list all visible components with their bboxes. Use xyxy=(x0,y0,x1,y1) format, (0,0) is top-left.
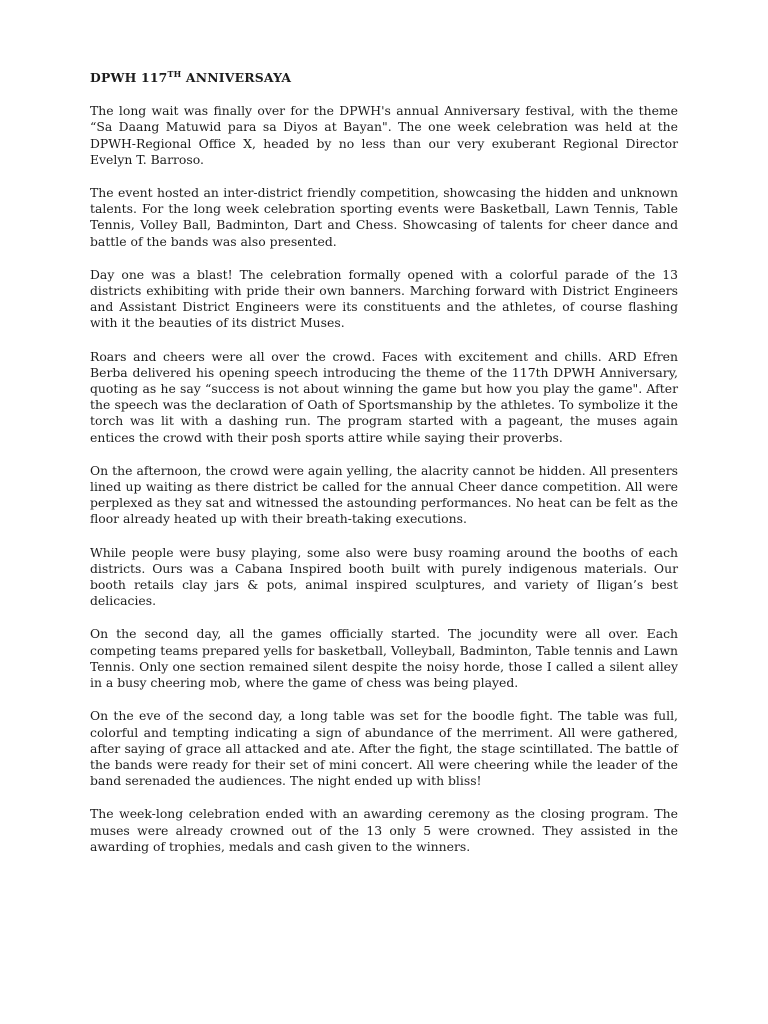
paragraph-1: The long wait was finally over for the DPWH's annual Anniversary festival, with the theme “Sa Daang Matuwid para sa Diyos at Bayan". The one week celebration was held at the DPWH-Regional Office X, headed by no less than our very exuberant Regional Director Evelyn T. Barroso. xyxy=(90,103,678,167)
title-rest: ANNIVERSAYA xyxy=(181,70,292,85)
paragraph-9: The week-long celebration ended with an awarding ceremony as the closing program. The muses were already crowned out of the 13 only 5 were crowned. They assisted in the awarding of trophies, medals and cash given to the winners. xyxy=(90,806,678,854)
paragraph-4: Roars and cheers were all over the crowd. Faces with excitement and chills. ARD Efren Berba delivered his opening speech introducing the theme of the 117th DPWH Anniversary, quoting as he say “success is not about winning the game but how you play the game". After the speech was the declaration of Oath of Sportsmanship by the athletes. To symbolize it the torch was lit with a dashing run. The program started with a pageant, the muses again entices the crowd with their posh sports attire while saying their proverbs. xyxy=(90,348,678,445)
title-main: DPWH 117 xyxy=(90,70,168,85)
paragraph-7: On the second day, all the games officially started. The jocundity were all over. Each competing teams prepared yells for basketball, Volleyball, Badminton, Table tennis and Lawn Tennis. Only one section remained silent despite the noisy horde, those I called a silent alley in a busy cheering mob, where the game of chess was being played. xyxy=(90,626,678,691)
paragraph-6: While people were busy playing, some also were busy roaming around the booths of each districts. Ours was a Cabana Inspired booth built with purely indigenous materials. Our booth retails clay jars & pots, animal inspired sculptures, and variety of Iligan’s best delicacies. xyxy=(90,544,678,609)
document-title xyxy=(90,70,678,86)
document-page xyxy=(90,70,678,872)
title-superscript: TH xyxy=(167,68,182,79)
paragraph-5: On the afternoon, the crowd were again yelling, the alacrity cannot be hidden. All presenters lined up waiting as there district be called for the annual Cheer dance competition. All were perplexed as they sat and witnessed the astounding performances. No heat can be felt as the floor already heated up with their breath-taking executions. xyxy=(90,462,678,527)
paragraph-8: On the eve of the second day, a long table was set for the boodle fight. The table was full, colorful and tempting indicating a sign of abundance of the merriment. All were gathered, after saying of grace all attacked and ate. After the fight, the stage scintillated. The battle of the bands were ready for their set of mini concert. All were cheering while the leader of the band serenaded the audiences. The night ended up with bliss! xyxy=(90,708,678,789)
paragraph-2: The event hosted an inter-district friendly competition, showcasing the hidden and unknown talents. For the long week celebration sporting events were Basketball, Lawn Tennis, Table Tennis, Volley Ball, Badminton, Dart and Chess. Showcasing of talents for cheer dance and battle of the bands was also presented. xyxy=(90,185,678,249)
paragraph-3: Day one was a blast! The celebration formally opened with a colorful parade of the 13 districts exhibiting with pride their own banners. Marching forward with District Engineers and Assistant District Engineers were its constituents and the athletes, of course flashing with it the beauties of its district Muses. xyxy=(90,266,678,331)
